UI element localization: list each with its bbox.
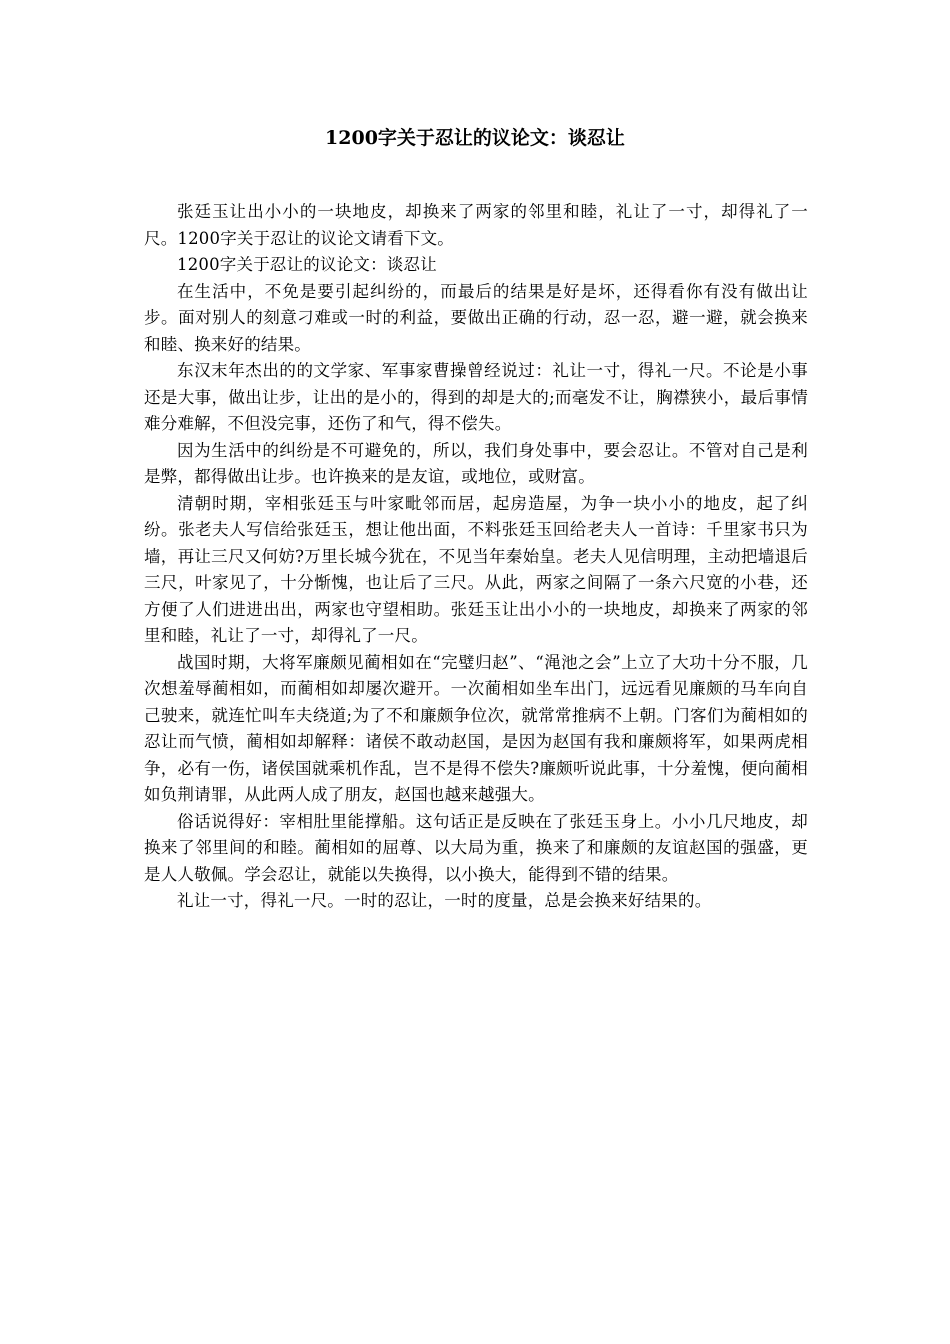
paragraph-4: 东汉末年杰出的的文学家、军事家曹操曾经说过：礼让一寸，得礼一尺。不论是小事还是大事，做出让步，让出的是小的，得到的却是大的;而毫发不让，胸襟狭小，最后事情难分难解，不但没完事，还伤了和气，得不偿失。	[144, 361, 808, 433]
paragraph-6: 清朝时期，宰相张廷玉与叶家毗邻而居，起房造屋，为争一块小小的地皮，起了纠纷。张老夫人写信给张廷玉，想让他出面，不料张廷玉回给老夫人一首诗：千里家书只为墙，再让三尺又何妨?万里长城今犹在，不见当年秦始皇。老夫人见信明理，主动把墙退后三尺，叶家见了，十分惭愧，也让后了三尺。从此，两家之间隔了一条六尺宽的小巷，还方便了人们进进出出，两家也守望相助。张廷玉让出小小的一块地皮，却换来了两家的邻里和睦，礼让了一寸，却得礼了一尺。	[144, 493, 808, 645]
paragraph-8: 俗话说得好：宰相肚里能撑船。这句话正是反映在了张廷玉身上。小小几尺地皮，却换来了邻里间的和睦。蔺相如的屈尊、以大局为重，换来了和廉颇的友谊赵国的强盛，更是人人敬佩。学会忍让，就能以失换得，以小换大，能得到不错的结果。	[144, 811, 808, 884]
paragraph-7: 战国时期，大将军廉颇见蔺相如在“完璧归赵”、“渑池之会”上立了大功十分不服，几次想羞辱蔺相如，而蔺相如却屡次避开。一次蔺相如坐车出门，远远看见廉颇的马车向自己驶来，就连忙叫车夫绕道;为了不和廉颇争位次，就常常推病不上朝。门客们为蔺相如的忍让而气愤，蔺相如却解释：诸侯不敢动赵国，是因为赵国有我和廉颇将军，如果两虎相争，必有一伤，诸侯国就乘机作乱，岂不是得不偿失?廉颇听说此事，十分羞愧，便向蔺相如负荆请罪，从此两人成了朋友，赵国也越来越强大。	[144, 652, 808, 804]
paragraph-subheading: 1200字关于忍让的议论文：谈忍让	[177, 255, 437, 274]
paragraph-3: 在生活中，不免是要引起纠纷的，而最后的结果是好是坏，还得看你有没有做出让步。面对别人的刻意刁难或一时的利益，要做出正确的行动，忍一忍，避一避，就会换来和睦、换来好的结果。	[144, 281, 808, 354]
document-body	[144, 199, 808, 915]
paragraph-5: 因为生活中的纠纷是不可避免的，所以，我们身处事中，要会忍让。不管对自己是利是弊，都得做出让步。也许换来的是友谊，或地位，或财富。	[144, 440, 808, 486]
document-title: 1200字关于忍让的议论文：谈忍让	[325, 127, 625, 149]
paragraph-intro: 张廷玉让出小小的一块地皮，却换来了两家的邻里和睦，礼让了一寸，却得礼了一尺。1200字关于忍让的议论文请看下文。	[144, 202, 808, 248]
paragraph-conclusion: 礼让一寸，得礼一尺。一时的忍让，一时的度量，总是会换来好结果的。	[177, 891, 712, 910]
